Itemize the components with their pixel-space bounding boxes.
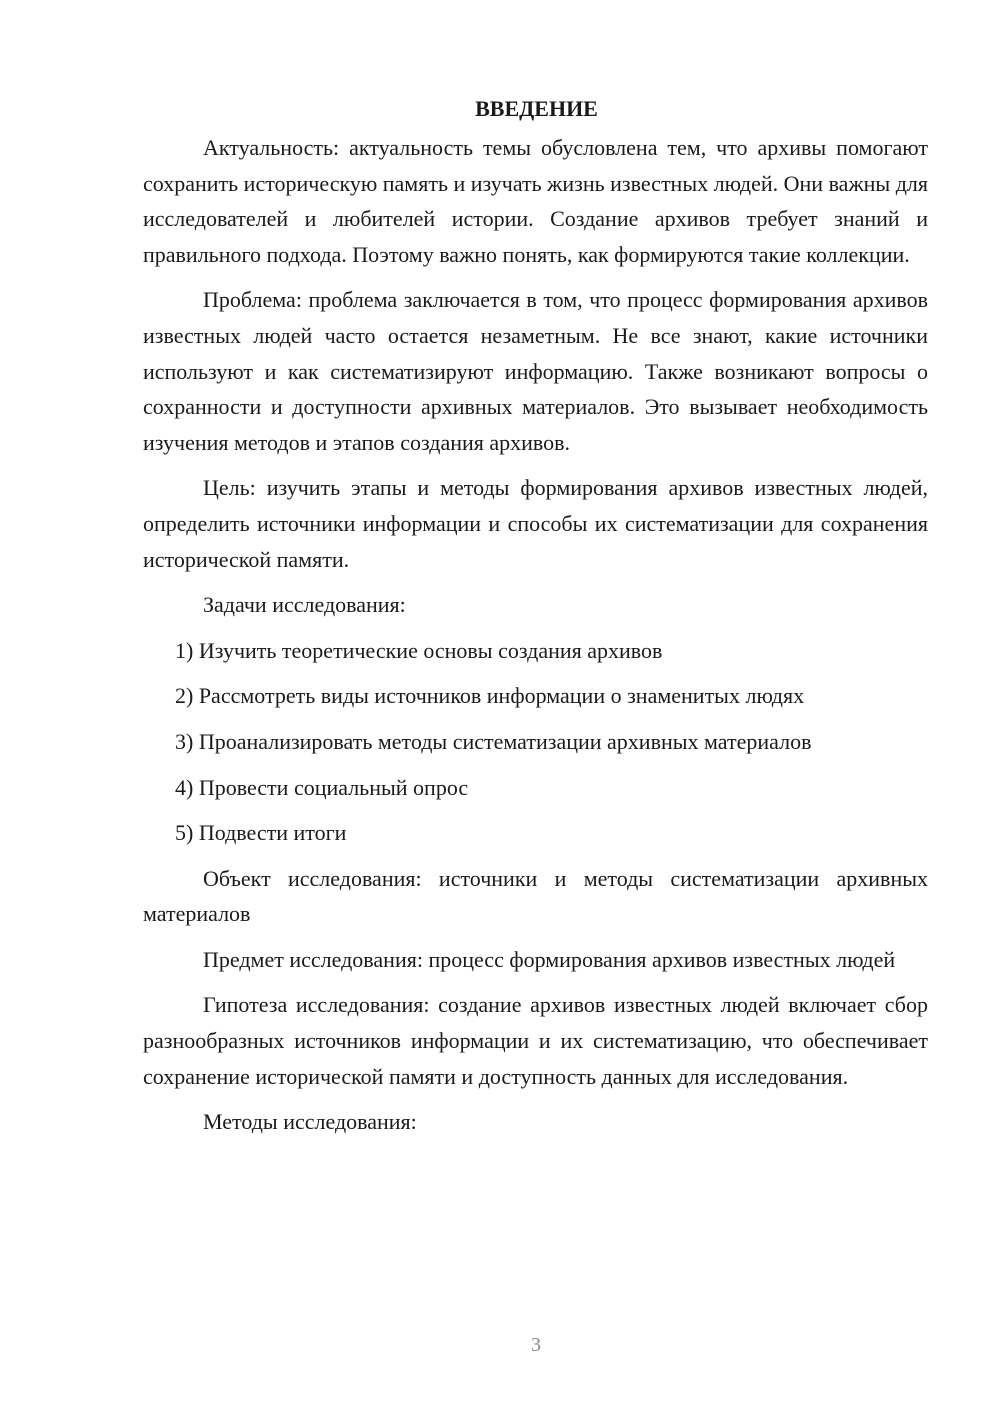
methods-title: Методы исследования: bbox=[203, 1109, 417, 1135]
relevance-paragraph: Актуальность: актуальность темы обусловлена тем, что архивы помогают сохранить историческую память и изучать жизнь известных людей. Они важны для исследователей и любителей истории. Создание архивов требует знаний и правильного подхода. Поэтому важно понять, как формируются такие коллекции. bbox=[143, 135, 928, 267]
hypothesis-paragraph: Гипотеза исследования: создание архивов известных людей включает сбор разнообразных источников информации и их систематизацию, что обеспечивает сохранение исторической памяти и доступность данных для исследования. bbox=[143, 992, 928, 1089]
page-heading: ВВЕДЕНИЕ bbox=[475, 96, 598, 121]
object-paragraph: Объект исследования: источники и методы систематизации архивных материалов bbox=[143, 865, 928, 927]
list-item: 2) Рассмотреть виды источников информации о знаменитых людях bbox=[175, 683, 805, 709]
list-item: 1) Изучить теоретические основы создания архивов bbox=[175, 637, 663, 663]
problem-paragraph: Проблема: проблема заключается в том, что процесс формирования архивов известных людей часто остается незаметным. Не все знают, какие источники используют и как систематизируют информацию. Также возникают вопросы о сохранности и доступности архивных материалов. Это вызывает необходимость изучения методов и этапов создания архивов. bbox=[143, 287, 928, 455]
subject-paragraph: Предмет исследования: процесс формирования архивов известных людей bbox=[203, 946, 896, 972]
list-item: 3) Проанализировать методы систематизации архивных материалов bbox=[175, 728, 812, 754]
tasks-list bbox=[143, 633, 928, 851]
page-content bbox=[143, 94, 928, 1150]
goal-paragraph: Цель: изучить этапы и методы формирования архивов известных людей, определить источники информации и способы их систематизации для сохранения исторической памяти. bbox=[143, 475, 928, 572]
list-item: 4) Провести социальный опрос bbox=[175, 774, 469, 800]
list-item: 5) Подвести итоги bbox=[175, 820, 347, 846]
page-number: 3 bbox=[531, 1334, 541, 1356]
tasks-title: Задачи исследования: bbox=[203, 592, 406, 618]
